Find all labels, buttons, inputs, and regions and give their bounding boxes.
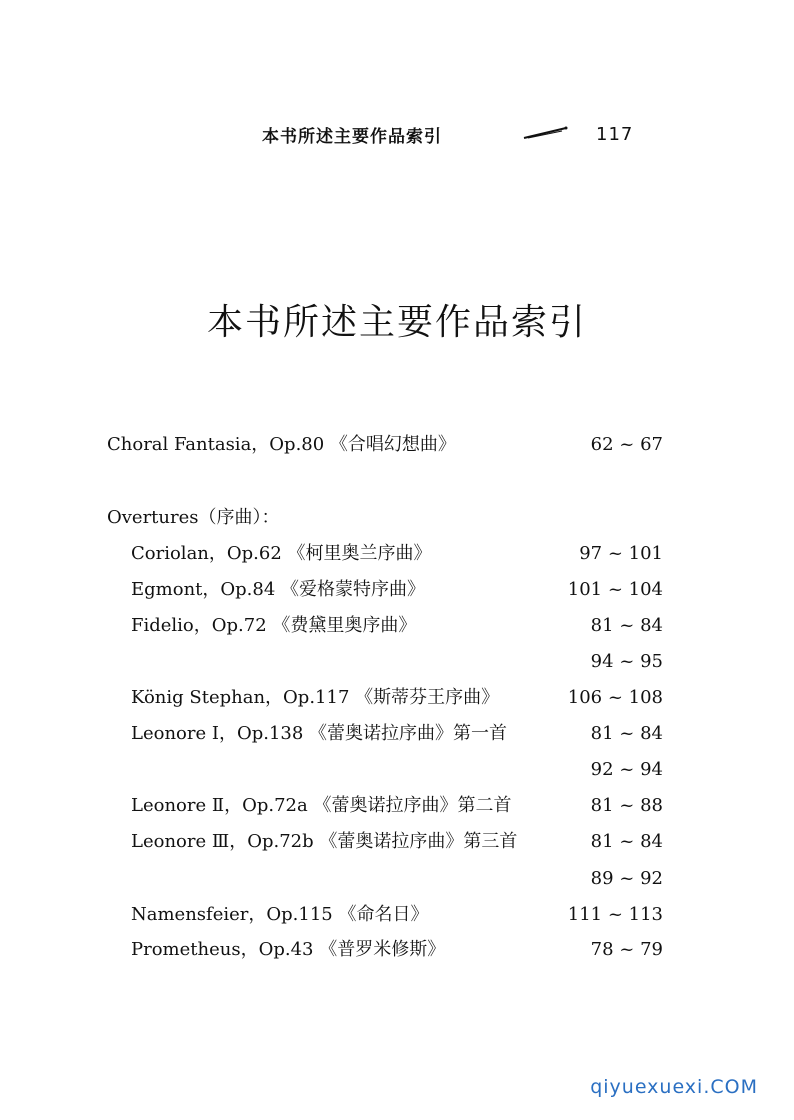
index-entry-coriolan	[0, 541, 794, 567]
entry-label: Leonore Ⅰ，Op.138 《蕾奥诺拉序曲》第一首	[131, 723, 508, 744]
entry-pages: 92 ~ 94	[590, 759, 663, 780]
running-head: 本书所述主要作品索引	[262, 127, 442, 147]
page-number: 117	[596, 124, 634, 145]
index-entry-konig-stephan	[0, 685, 794, 711]
page-title: 本书所述主要作品索引	[206, 302, 587, 343]
entry-label: Fidelio，Op.72 《费黛里奥序曲》	[131, 615, 417, 636]
entry-label: Namensfeier，Op.115 《命名日》	[131, 904, 429, 925]
index-entry-fidelio-continued	[0, 649, 794, 675]
section-label: Overtures（序曲）：	[107, 507, 280, 528]
entry-pages: 94 ~ 95	[590, 651, 663, 672]
index-entry-namensfeier	[0, 902, 794, 928]
entry-label: Coriolan，Op.62 《柯里奥兰序曲》	[131, 543, 432, 564]
entry-label: König Stephan，Op.117 《斯蒂芬王序曲》	[131, 687, 500, 708]
section-heading-overtures	[0, 505, 794, 531]
entry-pages: 89 ~ 92	[590, 868, 663, 889]
entry-pages: 81 ~ 84	[590, 831, 663, 852]
entry-label: Prometheus，Op.43 《普罗米修斯》	[131, 939, 446, 960]
index-entry-choral-fantasia	[0, 432, 794, 458]
index-entry-leonore-3-continued	[0, 866, 794, 892]
index-entry-leonore-1-continued	[0, 757, 794, 783]
entry-label: Leonore Ⅲ，Op.72b 《蕾奥诺拉序曲》第三首	[131, 831, 518, 852]
entry-label: Leonore Ⅱ，Op.72a 《蕾奥诺拉序曲》第二首	[131, 795, 512, 816]
index-entry-prometheus	[0, 937, 794, 963]
entry-pages: 62 ~ 67	[590, 434, 663, 455]
index-entry-egmont	[0, 577, 794, 603]
entry-pages: 81 ~ 84	[590, 723, 663, 744]
entry-label: Egmont，Op.84 《爱格蒙特序曲》	[131, 579, 426, 600]
entry-pages: 101 ~ 104	[567, 579, 663, 600]
entry-pages: 97 ~ 101	[579, 543, 663, 564]
entry-pages: 111 ~ 113	[567, 904, 663, 925]
index-entry-leonore-1	[0, 721, 794, 747]
index-entry-fidelio	[0, 613, 794, 639]
entry-label: Choral Fantasia，Op.80 《合唱幻想曲》	[107, 434, 456, 455]
decorative-flourish	[522, 126, 570, 140]
entry-pages: 81 ~ 88	[590, 795, 663, 816]
index-entry-leonore-3	[0, 829, 794, 855]
entry-pages: 81 ~ 84	[590, 615, 663, 636]
entry-pages: 78 ~ 79	[590, 939, 663, 960]
index-entry-leonore-2	[0, 793, 794, 819]
entry-pages: 106 ~ 108	[567, 687, 663, 708]
watermark: qiyuexuexi.COM	[590, 1076, 758, 1098]
